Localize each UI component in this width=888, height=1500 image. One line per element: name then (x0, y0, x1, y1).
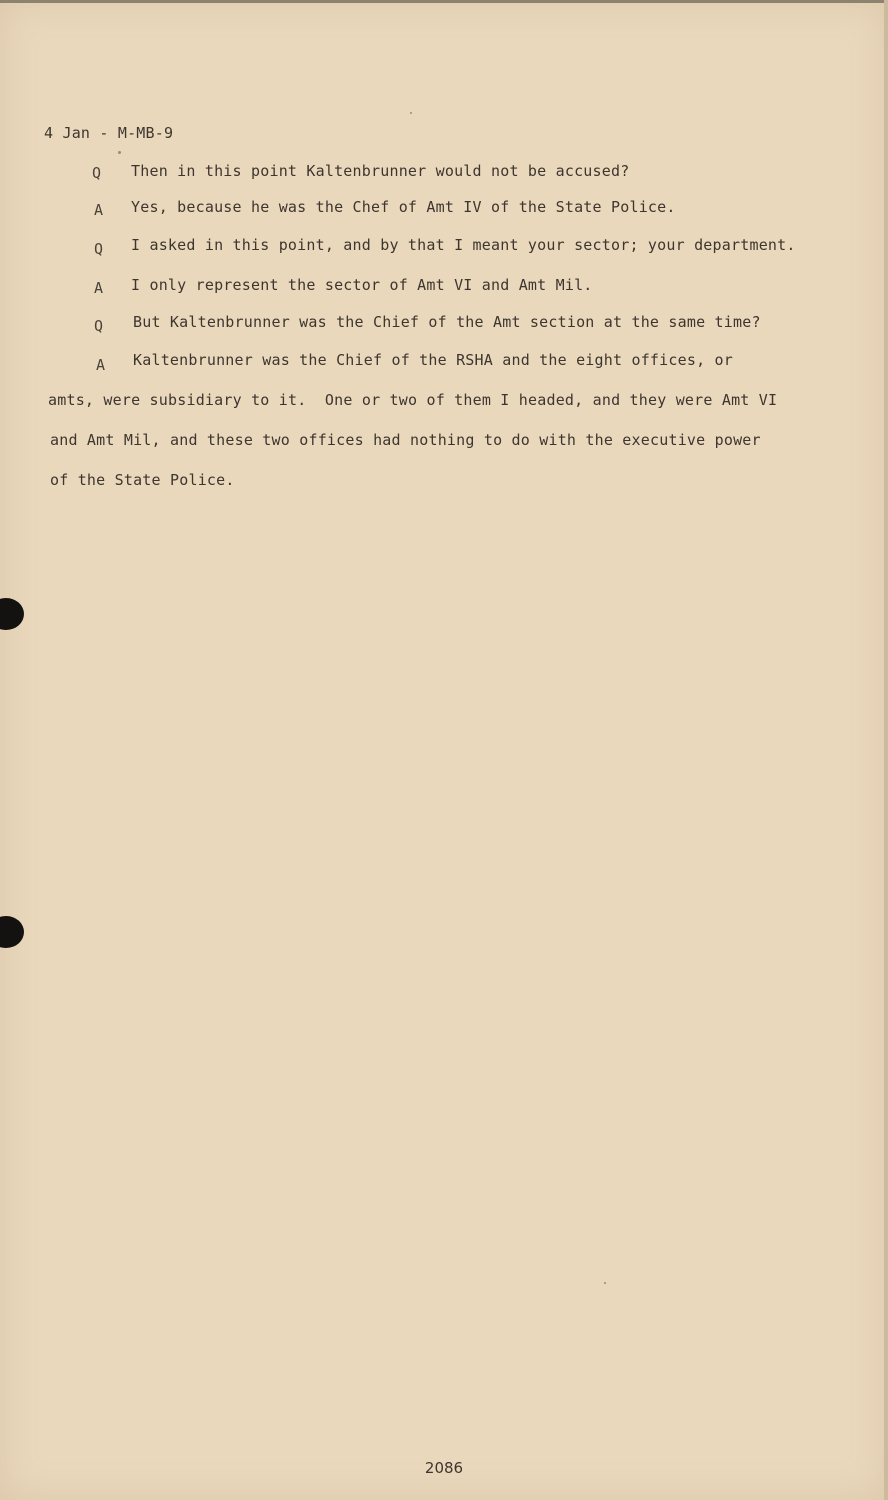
punch-hole-upper (0, 598, 24, 630)
exchange-text: But Kaltenbrunner was the Chief of the Amt section at the same time? (133, 313, 761, 331)
punch-hole-lower (0, 916, 24, 948)
exchange-text: Kaltenbrunner was the Chief of the RSHA and the eight offices, or (133, 351, 733, 369)
ink-speck (604, 1282, 606, 1284)
exchange-text: Yes, because he was the Chef of Amt IV of the State Police. (131, 198, 676, 216)
exchange-text: Then in this point Kaltenbrunner would not be accused? (131, 162, 630, 180)
speaker-label: A (94, 279, 104, 297)
speaker-label: Q (92, 164, 102, 182)
page-right-edge (884, 0, 888, 1500)
exchange-text: I only represent the sector of Amt VI and Amt Mil. (131, 276, 593, 294)
speaker-label: A (96, 356, 106, 374)
page-number: 2086 (424, 1459, 464, 1477)
ink-speck (118, 151, 121, 154)
speaker-label: Q (94, 240, 104, 258)
speaker-label: A (94, 201, 104, 219)
continuation-line: amts, were subsidiary to it. One or two of them I headed, and they were Amt VI (48, 391, 778, 409)
exchange-text: I asked in this point, and by that I meant your sector; your department. (131, 236, 796, 254)
speaker-label: Q (94, 317, 104, 335)
continuation-line: and Amt Mil, and these two offices had nothing to do with the executive power (50, 431, 761, 449)
ink-speck (410, 112, 412, 114)
document-header: 4 Jan - M-MB-9 (44, 124, 174, 142)
continuation-line: of the State Police. (50, 471, 235, 489)
page-top-edge (0, 0, 888, 3)
